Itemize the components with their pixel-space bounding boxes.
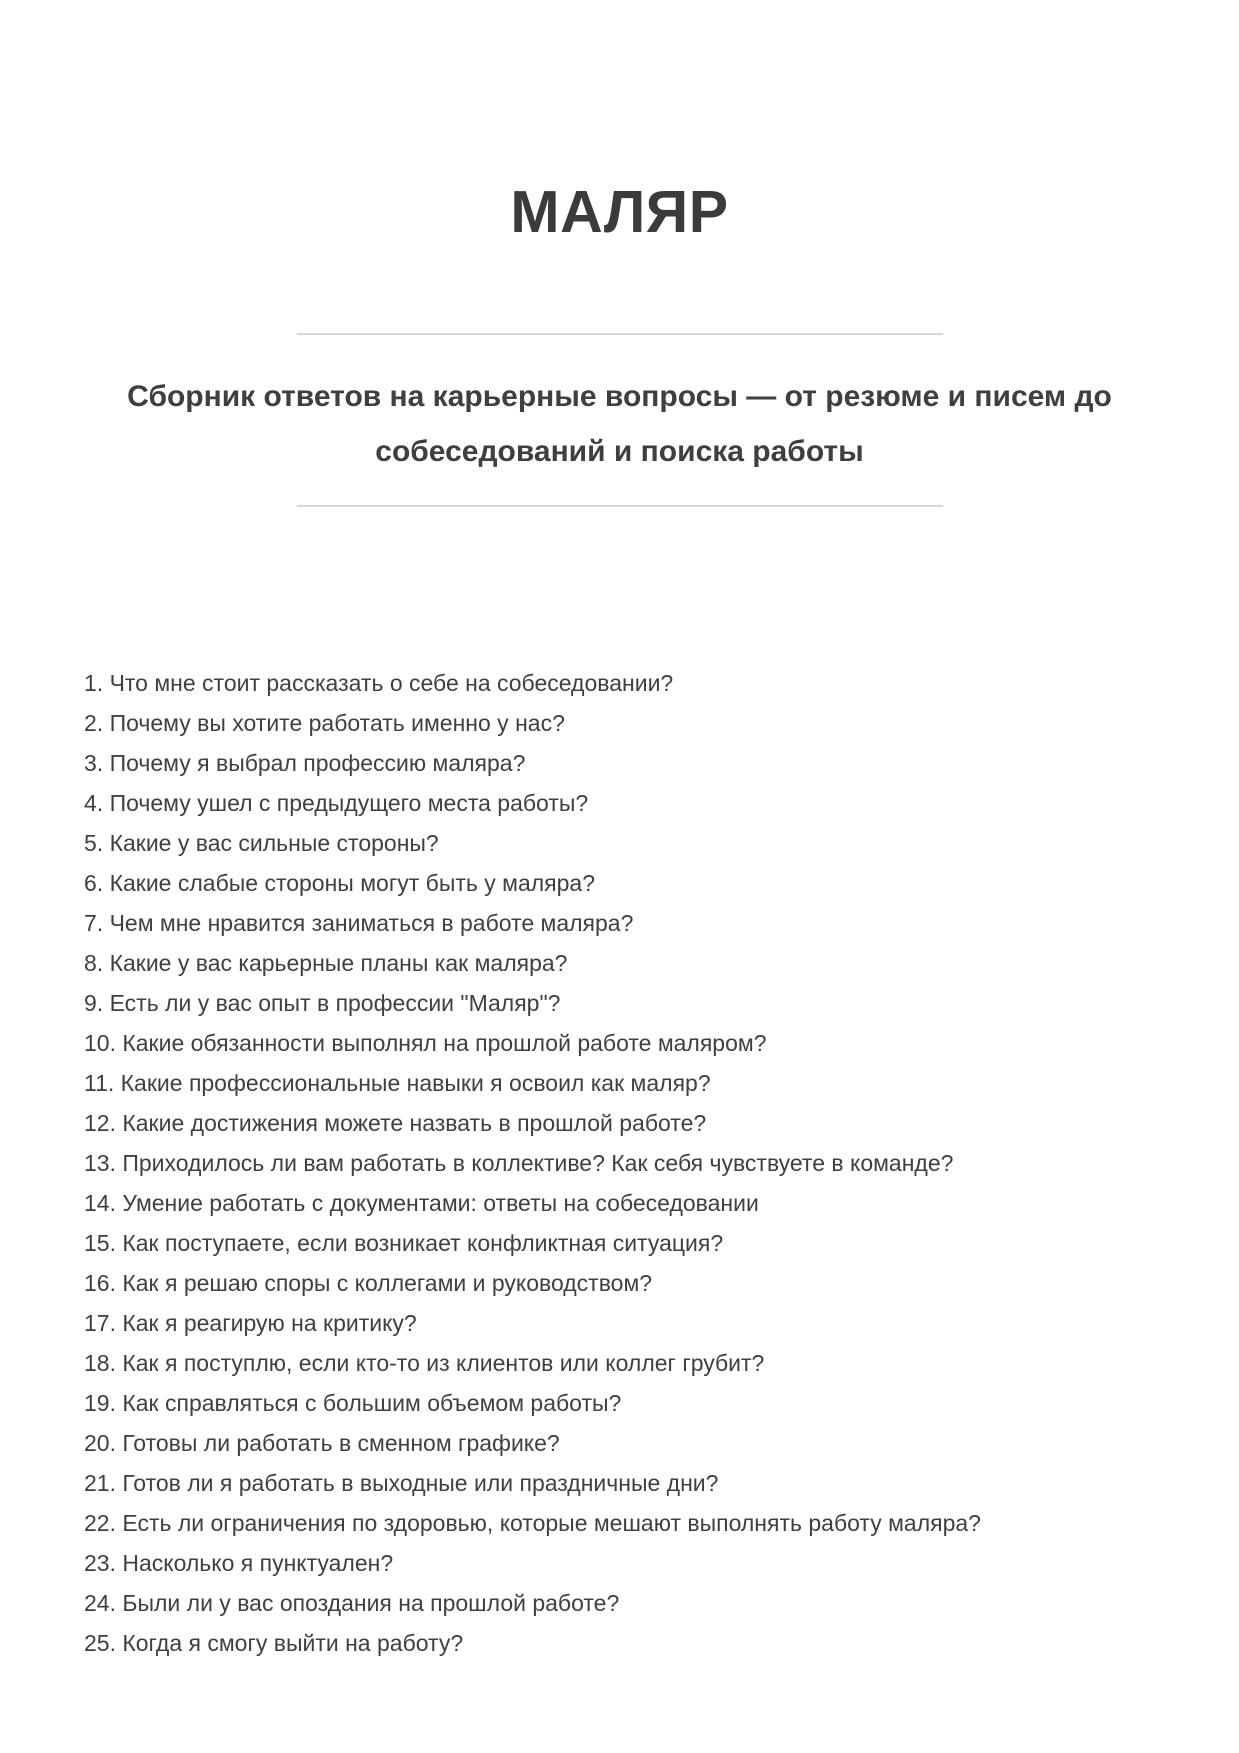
question-list xyxy=(0,663,1239,1663)
list-item: 22. Есть ли ограничения по здоровью, которые мешают выполнять работу маляра? xyxy=(84,1509,981,1536)
list-item: 23. Насколько я пунктуален? xyxy=(84,1549,394,1576)
list-item: 21. Готов ли я работать в выходные или праздничные дни? xyxy=(84,1469,719,1496)
list-item: 8. Какие у вас карьерные планы как маляра? xyxy=(84,949,568,976)
list-item: 12. Какие достижения можете назвать в прошлой работе? xyxy=(84,1109,707,1136)
list-item: 24. Были ли у вас опоздания на прошлой работе? xyxy=(84,1589,620,1616)
divider-bottom xyxy=(297,505,943,507)
list-item: 20. Готовы ли работать в сменном графике? xyxy=(84,1429,560,1456)
list-item: 16. Как я решаю споры с коллегами и руководством? xyxy=(84,1269,653,1296)
list-item: 6. Какие слабые стороны могут быть у маляра? xyxy=(84,869,595,896)
list-item: 18. Как я поступлю, если кто-то из клиентов или коллег грубит? xyxy=(84,1349,765,1376)
list-item: 5. Какие у вас сильные стороны? xyxy=(84,829,439,856)
list-item: 17. Как я реагирую на критику? xyxy=(84,1309,417,1336)
list-item: 19. Как справляться с большим объемом работы? xyxy=(84,1389,622,1416)
list-item: 25. Когда я смогу выйти на работу? xyxy=(84,1629,464,1656)
list-item: 11. Какие профессиональные навыки я освоил как маляр? xyxy=(84,1069,711,1096)
list-item: 4. Почему ушел с предыдущего места работы? xyxy=(84,789,589,816)
list-item: 3. Почему я выбрал профессию маляра? xyxy=(84,749,526,776)
list-item: 2. Почему вы хотите работать именно у нас? xyxy=(84,709,565,736)
list-item: 15. Как поступаете, если возникает конфликтная ситуация? xyxy=(84,1229,724,1256)
list-item: 10. Какие обязанности выполнял на прошлой работе маляром? xyxy=(84,1029,767,1056)
list-item: 9. Есть ли у вас опыт в профессии "Маляр"? xyxy=(84,989,561,1016)
page-subtitle: Сборник ответов на карьерные вопросы — от резюме и писем до собеседований и поиска работы xyxy=(127,379,1112,468)
divider-top xyxy=(297,333,943,335)
list-item: 14. Умение работать с документами: ответы на собеседовании xyxy=(84,1189,759,1216)
list-item: 1. Что мне стоит рассказать о себе на собеседовании? xyxy=(84,669,674,696)
list-item: 13. Приходилось ли вам работать в коллективе? Как себя чувствуете в команде? xyxy=(84,1149,954,1176)
list-item: 7. Чем мне нравится заниматься в работе маляра? xyxy=(84,909,634,936)
page-title: МАЛЯР xyxy=(510,179,729,245)
